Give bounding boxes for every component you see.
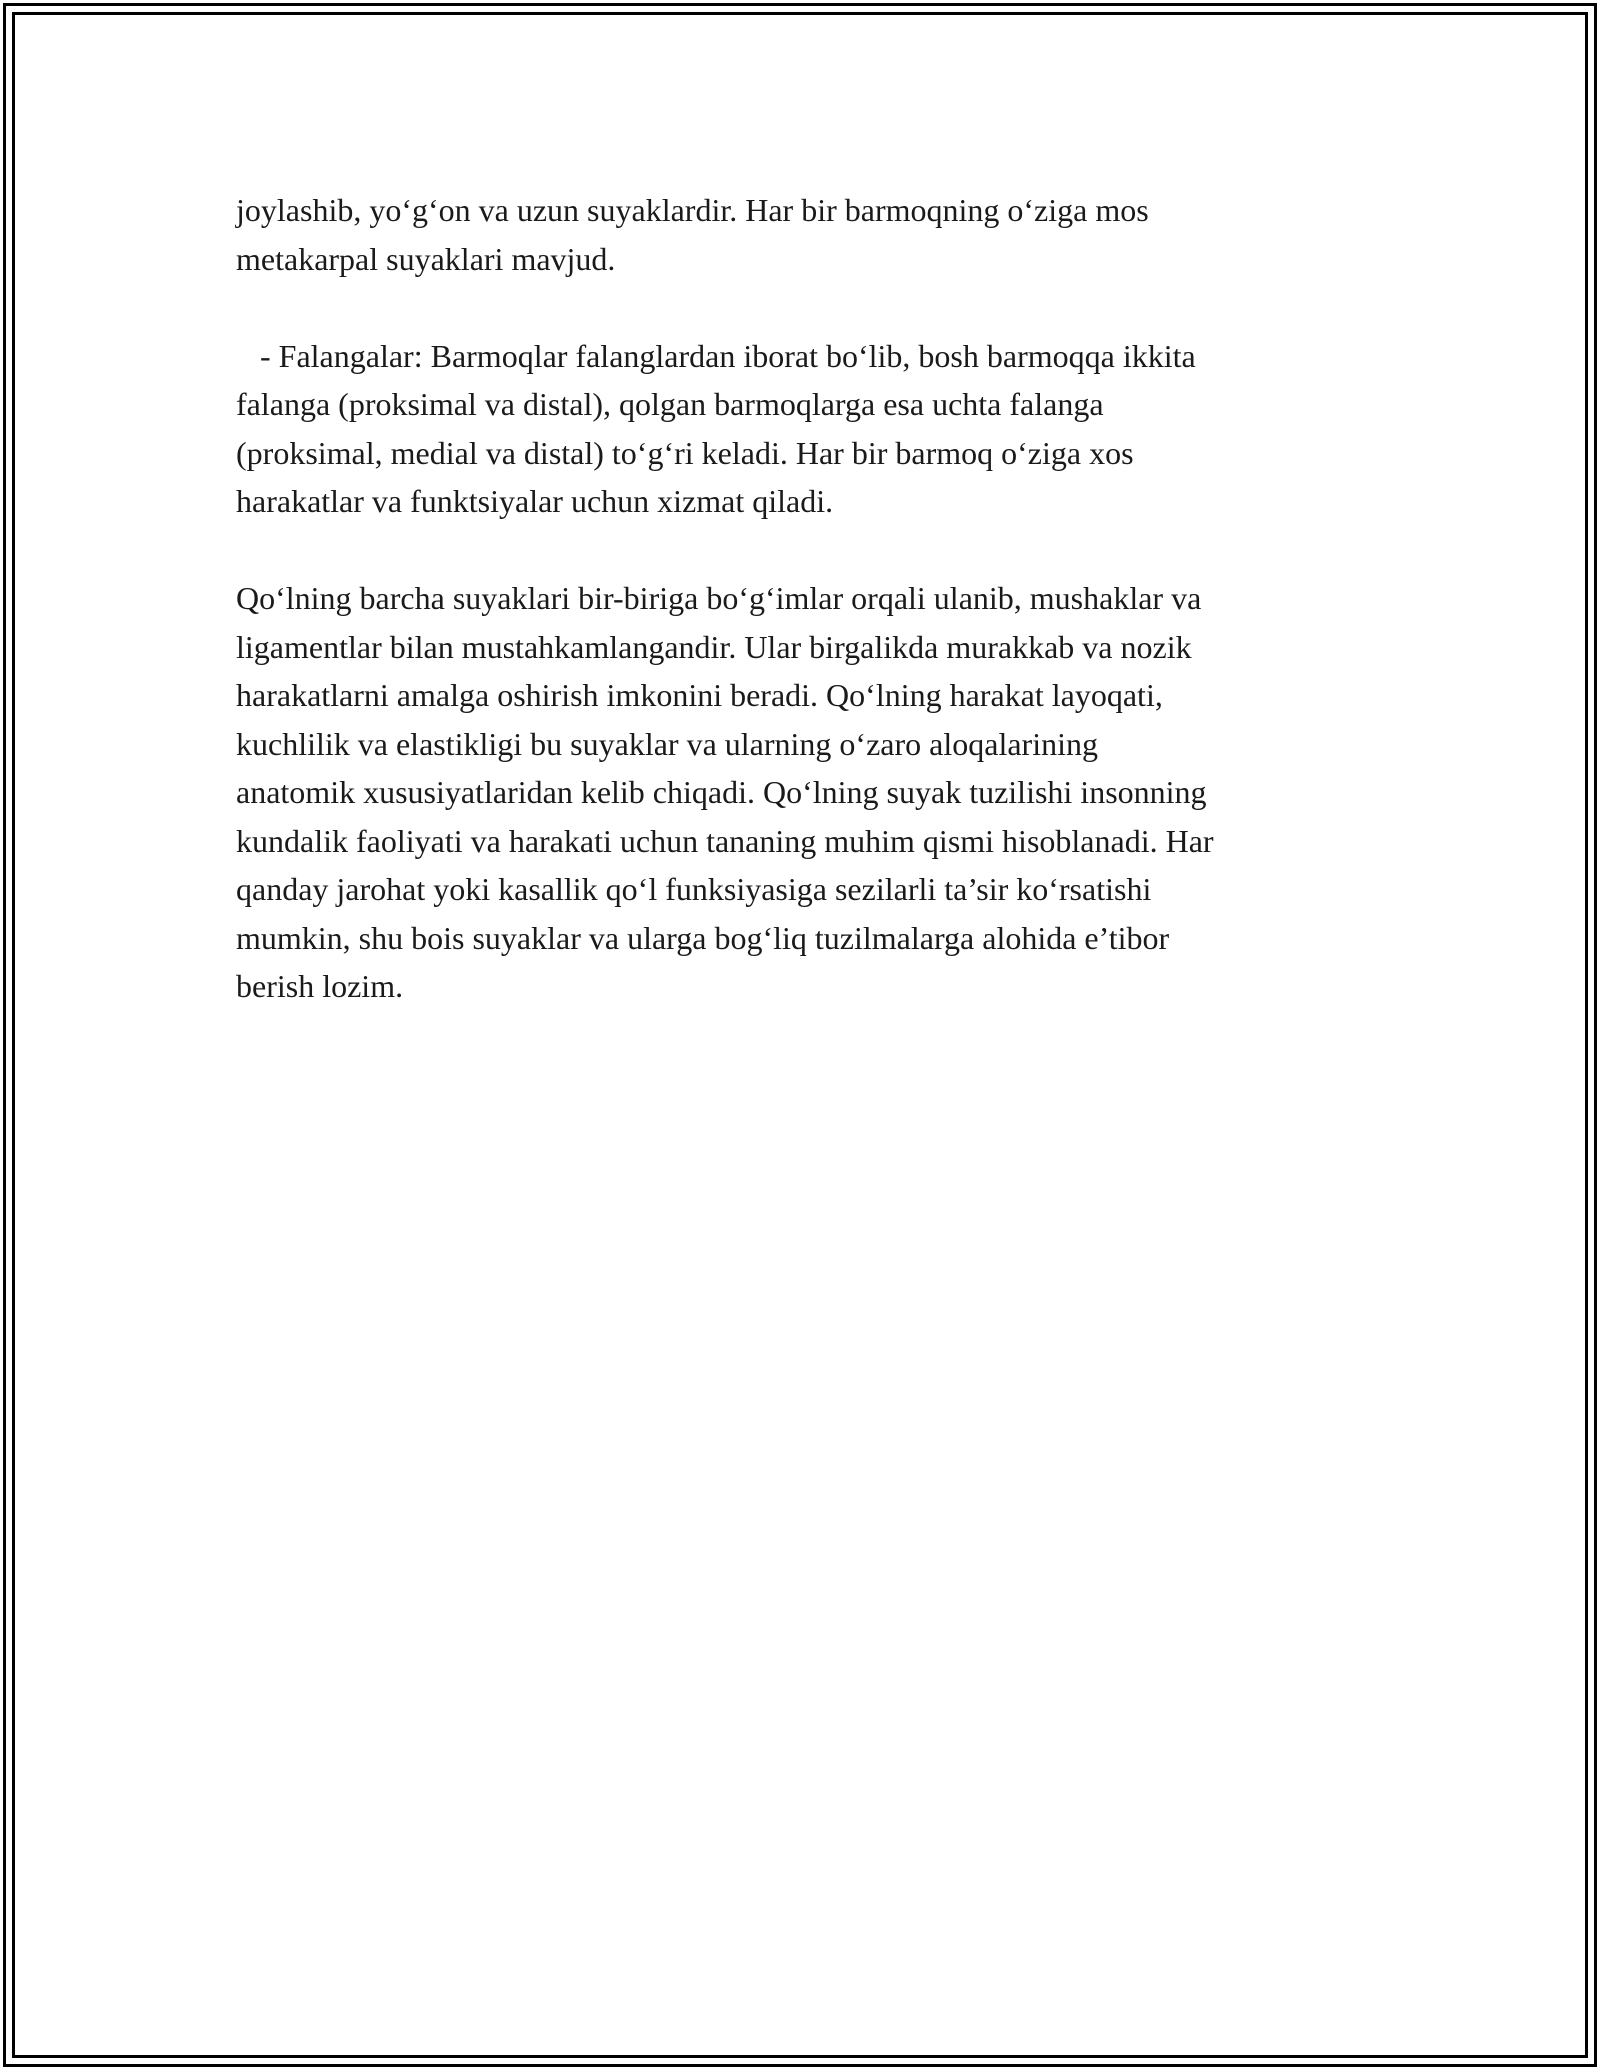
paragraph-phalanges: - Falangalar: Barmoqlar falanglardan iborat bo‘lib, bosh barmoqqa ikkita falanga (proksimal va distal), qolgan barmoqlarga esa uchta falanga (proksimal, medial va distal) to‘g‘ri keladi. Har bir barmoq o‘ziga xos harakatlar va funktsiyalar uchun xizmat qiladi. — [236, 337, 1196, 519]
paragraph-summary: Qo‘lning barcha suyaklari bir-biriga bo‘g‘imlar orqali ulanib, mushaklar va ligamentlar bilan mustahkamlangandir. Ular birgalikda murakkab va nozik harakatlarni amalga oshirish imkonini beradi. Qo‘lning harakat layoqati, kuchlilik va elastikligi bu suyaklar va ularning o‘zaro aloqalarining anatomik xususiyatlaridan kelib chiqadi. Qo‘lning suyak tuzilishi insonning kundalik faoliyati va harakati uchun tananing muhim qismi hisoblanadi. Har qanday jarohat yoki kasallik qo‘l funksiyasiga sezilarli ta’sir ko‘rsatishi mumkin, shu bois suyaklar va ularga bog‘liq tuzilmalarga alohida e’tibor berish lozim. — [236, 580, 1214, 1004]
paragraph-metacarpals: joylashib, yo‘g‘on va uzun suyaklardir. Har bir barmoqning o‘ziga mos metakarpal suyaklari mavjud. — [236, 192, 1149, 277]
document-body — [236, 186, 1366, 1059]
